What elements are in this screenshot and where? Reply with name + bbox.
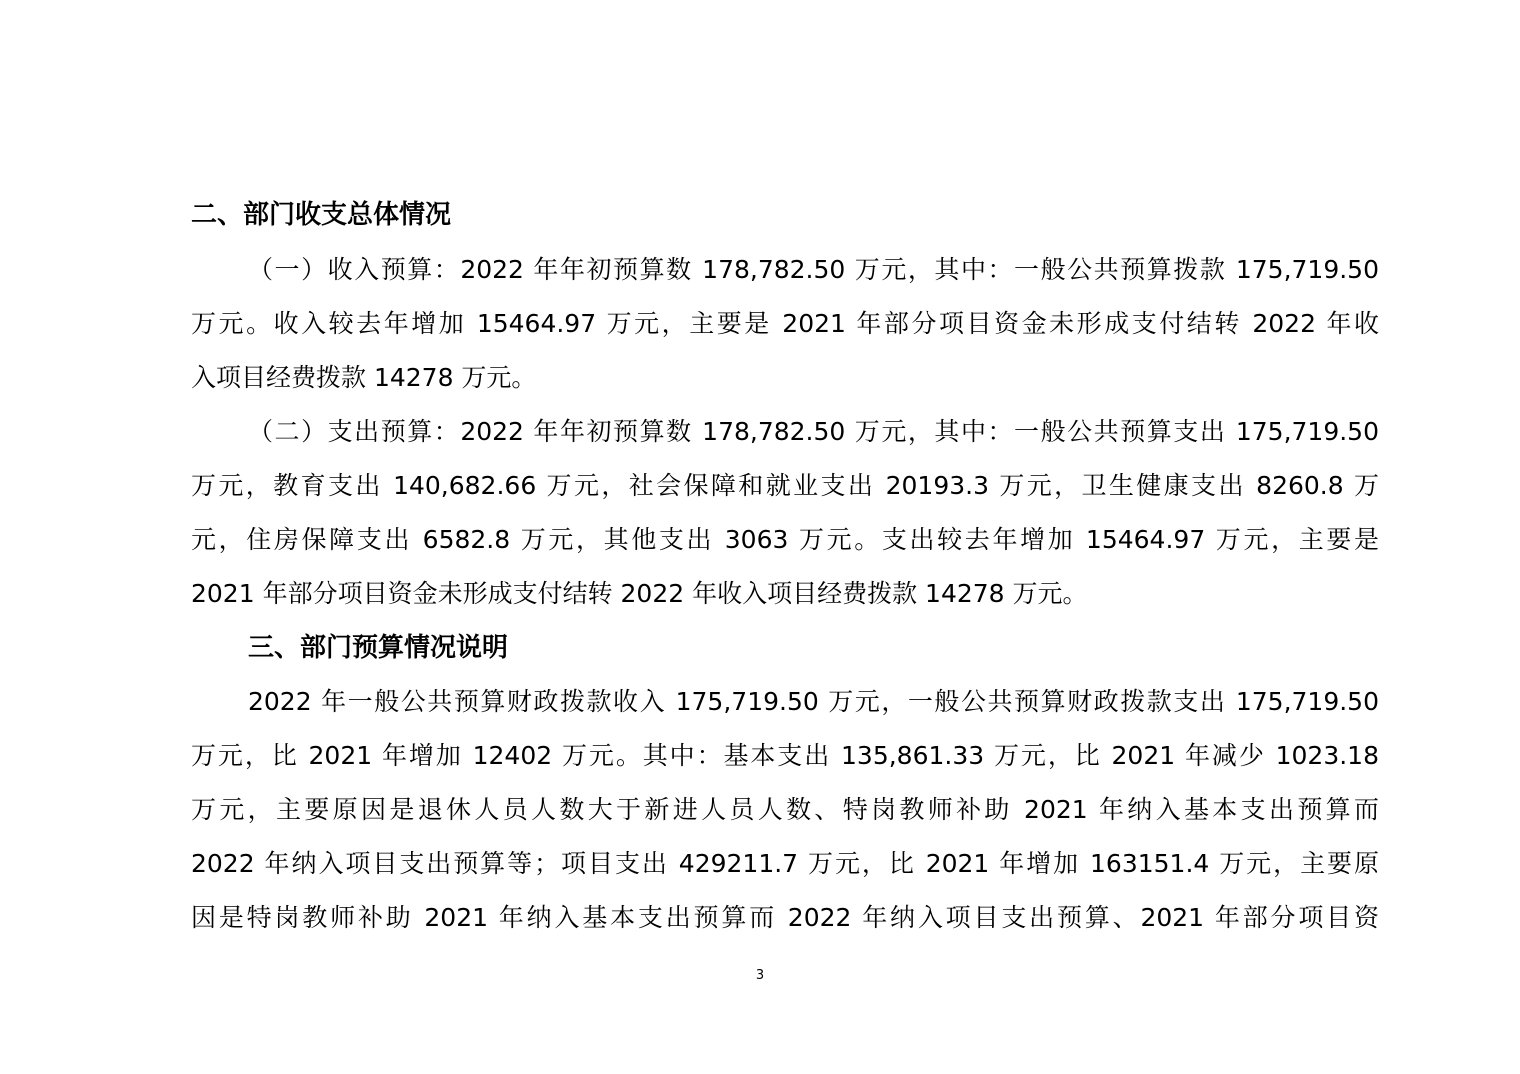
section-heading-3: 三、部门预算情况说明 [248,633,509,663]
paragraph-line: 万元。收入较去年增加 15464.97 万元，主要是 2021 年部分项目资金未形成支付结转 2022 年收 [191,309,1379,338]
paragraph-line: 元，住房保障支出 6582.8 万元，其他支出 3063 万元。支出较去年增加 15464.97 万元，主要是 [191,525,1379,554]
paragraph-line: 万元，比 2021 年增加 12402 万元。其中：基本支出 135,861.33 万元，比 2021 年减少 1023.18 [191,741,1379,770]
paragraph-line: 2022 年纳入项目支出预算等；项目支出 429211.7 万元，比 2021 年增加 163151.4 万元，主要原 [191,849,1379,878]
paragraph-line: （一）收入预算：2022 年年初预算数 178,782.50 万元，其中：一般公共预算拨款 175,719.50 [248,255,1379,284]
paragraph-line: （二）支出预算：2022 年年初预算数 178,782.50 万元，其中：一般公共预算支出 175,719.50 [248,417,1379,446]
section-heading-2: 二、部门收支总体情况 [191,200,452,230]
paragraph-line: 万元，教育支出 140,682.66 万元，社会保障和就业支出 20193.3 万元，卫生健康支出 8260.8 万 [191,471,1379,500]
page-number: 3 [755,968,765,983]
paragraph-line: 入项目经费拨款 14278 万元。 [191,363,537,392]
paragraph-line: 万元，主要原因是退休人员人数大于新进人员人数、特岗教师补助 2021 年纳入基本支出预算而 [191,795,1379,824]
paragraph-line: 2022 年一般公共预算财政拨款收入 175,719.50 万元，一般公共预算财政拨款支出 175,719.50 [248,687,1379,716]
paragraph-line: 因是特岗教师补助 2021 年纳入基本支出预算而 2022 年纳入项目支出预算、2021 年部分项目资 [191,903,1379,932]
paragraph-line: 2021 年部分项目资金未形成支付结转 2022 年收入项目经费拨款 14278 万元。 [191,579,1088,608]
